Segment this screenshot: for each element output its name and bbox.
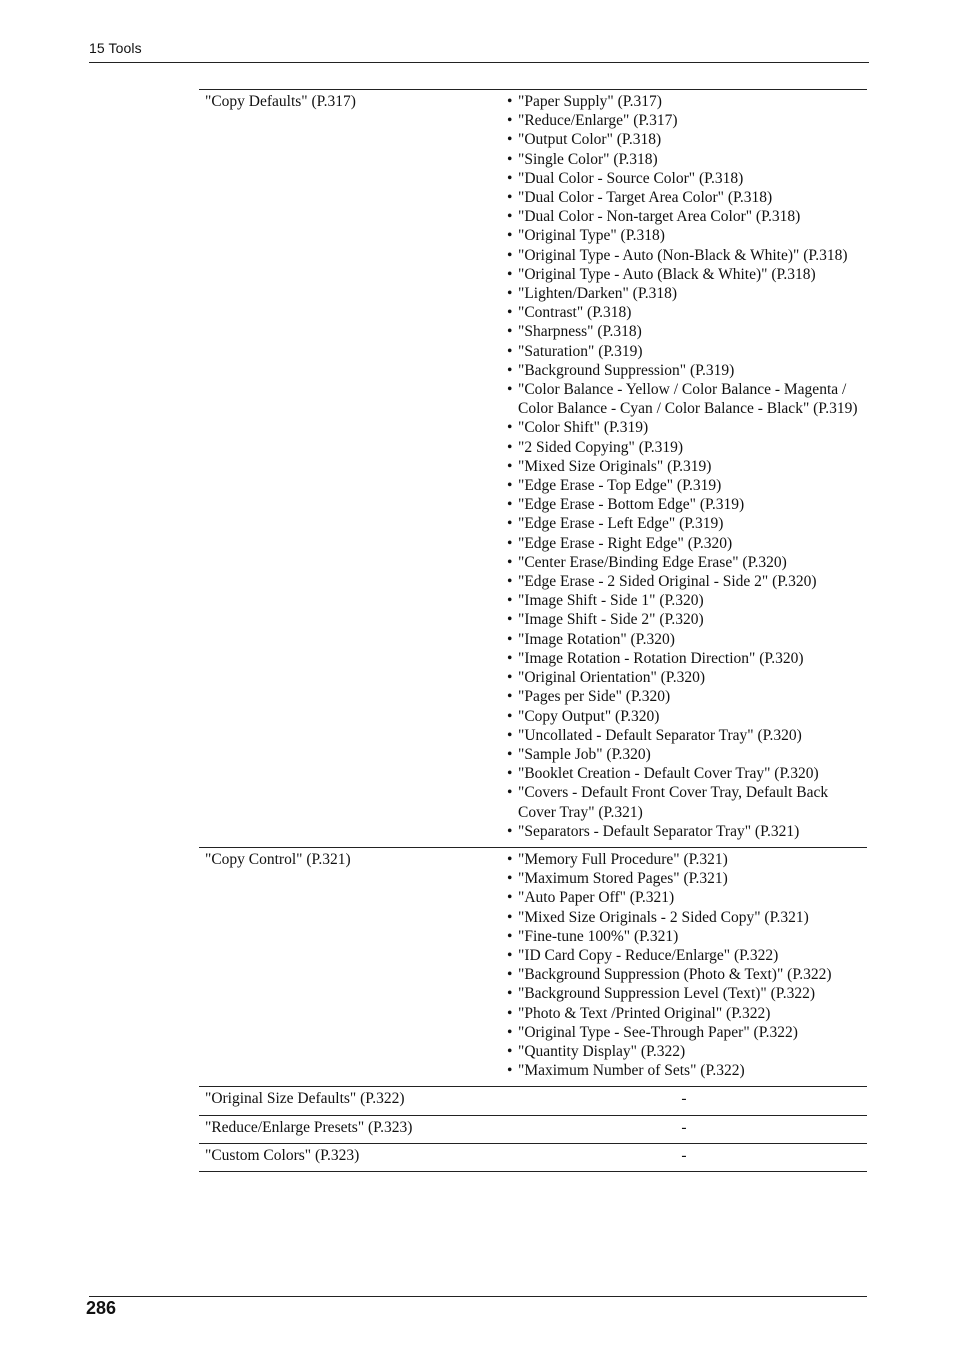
list-item: • "Maximum Number of Sets" (P.322) bbox=[507, 1061, 861, 1080]
table-row bbox=[199, 1143, 867, 1171]
header-divider bbox=[89, 62, 869, 63]
list-item: • "Saturation" (P.319) bbox=[507, 342, 861, 361]
list-item: • "Lighten/Darken" (P.318) bbox=[507, 284, 861, 303]
settings-table bbox=[199, 89, 867, 1172]
footer-divider bbox=[89, 1296, 867, 1297]
list-item: • "Edge Erase - Right Edge" (P.320) bbox=[507, 534, 861, 553]
setting-value-cell: - bbox=[681, 1118, 687, 1136]
list-item: • "Uncollated - Default Separator Tray" (P.320) bbox=[507, 726, 861, 745]
table-row bbox=[199, 1115, 867, 1143]
list-item: • "Single Color" (P.318) bbox=[507, 150, 861, 169]
list-item: • "Maximum Stored Pages" (P.321) bbox=[507, 869, 861, 888]
list-item: • "Background Suppression (Photo & Text)" (P.322) bbox=[507, 965, 861, 984]
list-item: • "Dual Color - Non-target Area Color" (P.318) bbox=[507, 207, 861, 226]
list-item: • "Edge Erase - Top Edge" (P.319) bbox=[507, 476, 861, 495]
list-item: • "Dual Color - Source Color" (P.318) bbox=[507, 169, 861, 188]
list-item: • "Edge Erase - Left Edge" (P.319) bbox=[507, 514, 861, 533]
list-item: • "Dual Color - Target Area Color" (P.318) bbox=[507, 188, 861, 207]
list-item: • "Center Erase/Binding Edge Erase" (P.320) bbox=[507, 553, 861, 572]
list-item: • "Edge Erase - 2 Sided Original - Side 2" (P.320) bbox=[507, 572, 861, 591]
list-item: • "Pages per Side" (P.320) bbox=[507, 687, 861, 706]
list-item: • "Covers - Default Front Cover Tray, Default Back Cover Tray" (P.321) bbox=[507, 783, 861, 821]
list-item: • "Edge Erase - Bottom Edge" (P.319) bbox=[507, 495, 861, 514]
list-item: • "Image Shift - Side 1" (P.320) bbox=[507, 591, 861, 610]
list-item: • "Photo & Text /Printed Original" (P.322) bbox=[507, 1004, 861, 1023]
setting-item-list bbox=[507, 850, 861, 1080]
list-item: • "Original Type - Auto (Black & White)" (P.318) bbox=[507, 265, 861, 284]
list-item: • "Memory Full Procedure" (P.321) bbox=[507, 850, 861, 869]
list-item: • "Output Color" (P.318) bbox=[507, 130, 861, 149]
page-number: 286 bbox=[86, 1298, 117, 1318]
list-item: • "Image Rotation" (P.320) bbox=[507, 630, 861, 649]
list-item: • "Image Rotation - Rotation Direction" (P.320) bbox=[507, 649, 861, 668]
list-item: • "Paper Supply" (P.317) bbox=[507, 92, 861, 111]
setting-item-list bbox=[507, 92, 861, 841]
list-item: • "Booklet Creation - Default Cover Tray" (P.320) bbox=[507, 764, 861, 783]
list-item: • "Reduce/Enlarge" (P.317) bbox=[507, 111, 861, 130]
setting-value-cell: - bbox=[681, 1146, 687, 1164]
list-item: • "2 Sided Copying" (P.319) bbox=[507, 438, 861, 457]
list-item: • "Color Shift" (P.319) bbox=[507, 418, 861, 437]
list-item: • "Contrast" (P.318) bbox=[507, 303, 861, 322]
list-item: • "Mixed Size Originals - 2 Sided Copy" (P.321) bbox=[507, 908, 861, 927]
list-item: • "Original Orientation" (P.320) bbox=[507, 668, 861, 687]
list-item: • "Original Type - See-Through Paper" (P.322) bbox=[507, 1023, 861, 1042]
list-item: • "Copy Output" (P.320) bbox=[507, 707, 861, 726]
list-item: • "Image Shift - Side 2" (P.320) bbox=[507, 610, 861, 629]
list-item: • "Background Suppression" (P.319) bbox=[507, 361, 861, 380]
setting-items-cell bbox=[501, 90, 867, 848]
list-item: • "Sharpness" (P.318) bbox=[507, 322, 861, 341]
table-row bbox=[199, 1087, 867, 1115]
list-item: • "Quantity Display" (P.322) bbox=[507, 1042, 861, 1061]
list-item: • "Fine-tune 100%" (P.321) bbox=[507, 927, 861, 946]
chapter-header: 15 Tools bbox=[89, 40, 142, 56]
setting-name-cell: "Custom Colors" (P.323) bbox=[205, 1146, 360, 1164]
list-item: • "Original Type - Auto (Non-Black & White)" (P.318) bbox=[507, 246, 861, 265]
list-item: • "Auto Paper Off" (P.321) bbox=[507, 888, 861, 907]
setting-value-cell: - bbox=[681, 1090, 687, 1108]
setting-name-cell: "Original Size Defaults" (P.322) bbox=[205, 1090, 405, 1108]
setting-name-cell: "Reduce/Enlarge Presets" (P.323) bbox=[205, 1118, 413, 1136]
setting-name-cell: "Copy Defaults" (P.317) bbox=[205, 93, 356, 110]
list-item: • "Separators - Default Separator Tray" (P.321) bbox=[507, 822, 861, 841]
list-item: • "Mixed Size Originals" (P.319) bbox=[507, 457, 861, 476]
list-item: • "ID Card Copy - Reduce/Enlarge" (P.322) bbox=[507, 946, 861, 965]
list-item: • "Background Suppression Level (Text)" (P.322) bbox=[507, 984, 861, 1003]
setting-name-cell: "Copy Control" (P.321) bbox=[205, 850, 351, 868]
table-row bbox=[199, 90, 867, 848]
setting-items-cell bbox=[501, 847, 867, 1086]
list-item: • "Original Type" (P.318) bbox=[507, 226, 861, 245]
settings-table-body bbox=[199, 90, 867, 1172]
list-item: • "Color Balance - Yellow / Color Balance - Magenta / Color Balance - Cyan / Color Balance - Black" (P.319) bbox=[507, 380, 861, 418]
table-row bbox=[199, 847, 867, 1086]
list-item: • "Sample Job" (P.320) bbox=[507, 745, 861, 764]
